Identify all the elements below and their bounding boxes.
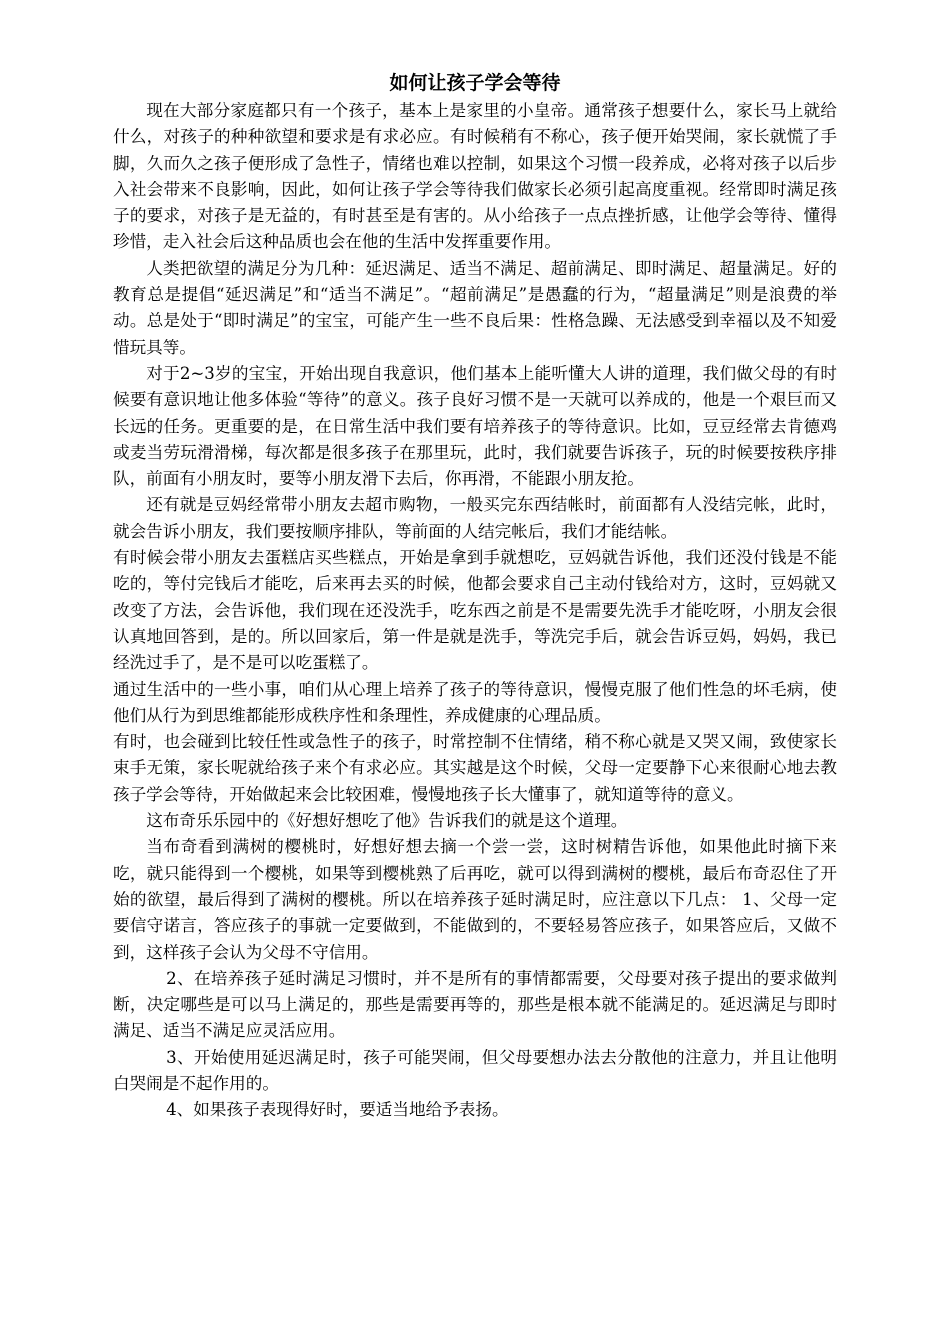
paragraph-small-things: 通过生活中的一些小事，咱们从心理上培养了孩子的等待意识，慢慢克服了他们性急的坏毛病，使他们从行为到思维都能形成秩序性和条理性，养成健康的心理品质。 [113,679,837,725]
paragraph-supermarket: 还有就是豆妈经常带小朋友去超市购物，一般买完东西结帐时，前面都有人没结完帐，此时，就会告诉小朋友，我们要按顺序排队，等前面的人结完帐后，我们才能结帐。 [113,495,837,541]
paragraph-satisfaction-types: 人类把欲望的满足分为几种：延迟满足、适当不满足、超前满足、即时满足、超量满足。好的教育总是提倡“延迟满足”和“适当不满足”。“超前满足”是愚蠢的行为，“超量满足”则是浪费的举动。总是处于“即时满足”的宝宝，可能产生一些不良后果：性格急躁、无法感受到幸福以及不知爱惜玩具等。 [113,258,837,357]
paragraph-cherry-story: 当布奇看到满树的樱桃时，好想好想去摘一个尝一尝，这时树精告诉他，如果他此时摘下来吃，就只能得到一个樱桃，如果等到樱桃熟了后再吃，就可以得到满树的樱桃，最后布奇忍住了开始的欲望，最后得到了满树的樱桃。所以在培养孩子延时满足时，应注意以下几点： 1、父母一定要信守诺言，答应孩子的事就一定要做到，不能做到的，不要轻易答应孩子，如果答应后，又做不到，这样孩子会认为父母不守信用。 [113,837,837,962]
paragraph-point-3: 3、开始使用延迟满足时，孩子可能哭闹，但父母要想办法去分散他的注意力，并且让他明白哭闹是不起作用的。 [113,1047,837,1093]
paragraph-toddler-age: 对于2~3岁的宝宝，开始出现自我意识，他们基本上能听懂大人讲的道理，我们做父母的有时候要有意识地让他多体验“等待”的意义。孩子良好习惯不是一天就可以养成的，他是一个艰巨而又长远的任务。更重要的是，在日常生活中我们要有培养孩子的等待意识。比如，豆豆经常去肯德鸡或麦当劳玩滑滑梯，每次都是很多孩子在那里玩，此时，我们就要告诉孩子，玩的时候要按秩序排队，前面有小朋友时，要等小朋友滑下去后，你再滑，不能跟小朋友抢。 [113,363,837,489]
paragraph-point-4: 4、如果孩子表现得好时，要适当地给予表扬。 [166,1100,509,1120]
document-page [113,68,837,1124]
document-title: 如何让孩子学会等待 [389,72,561,94]
paragraph-impatient-child: 有时，也会碰到比较任性或急性子的孩子，时常控制不住情绪，稍不称心就是又哭又闹，致使家长束手无策，家长呢就给孩子来个有求必应。其实越是这个时候，父母一定要静下心来很耐心地去教孩子学会等待，开始做起来会比较困难，慢慢地孩子长大懂事了，就知道等待的意义。 [113,732,837,804]
paragraph-intro: 现在大部分家庭都只有一个孩子，基本上是家里的小皇帝。通常孩子想要什么，家长马上就给什么，对孩子的种种欲望和要求是有求必应。有时候稍有不称心，孩子便开始哭闹，家长就慌了手脚，久而久之孩子便形成了急性子，情绪也难以控制，如果这个习惯一段养成，必将对孩子以后步入社会带来不良影响，因此，如何让孩子学会等待我们做家长必须引起高度重视。经常即时满足孩子的要求，对孩子是无益的，有时甚至是有害的。从小给孩子一点点挫折感，让他学会等待、懂得珍惜，走入社会后这种品质也会在他的生活中发挥重要作用。 [113,101,837,252]
paragraph-story-reference: 这布奇乐乐园中的《好想好想吃了他》告诉我们的就是这个道理。 [146,811,628,831]
paragraph-point-2: 2、在培养孩子延时满足习惯时，并不是所有的事情都需要，父母要对孩子提出的要求做判断，决定哪些是可以马上满足的，那些是需要再等的，那些是根本就不能满足的。延迟满足与即时满足、适当不满足应灵活应用。 [113,968,837,1041]
paragraph-cake-shop: 有时候会带小朋友去蛋糕店买些糕点，开始是拿到手就想吃，豆妈就告诉他，我们还没付钱是不能吃的，等付完钱后才能吃，后来再去买的时候，他都会要求自己主动付钱给对方，这时，豆妈就又改变了方法，会告诉他，我们现在还没洗手，吃东西之前是不是需要先洗手才能吃呀，小朋友会很认真地回答到，是的。所以回家后，第一件是就是洗手，等洗完手后，就会告诉豆妈，妈妈，我已经洗过手了，是不是可以吃蛋糕了。 [113,548,837,673]
